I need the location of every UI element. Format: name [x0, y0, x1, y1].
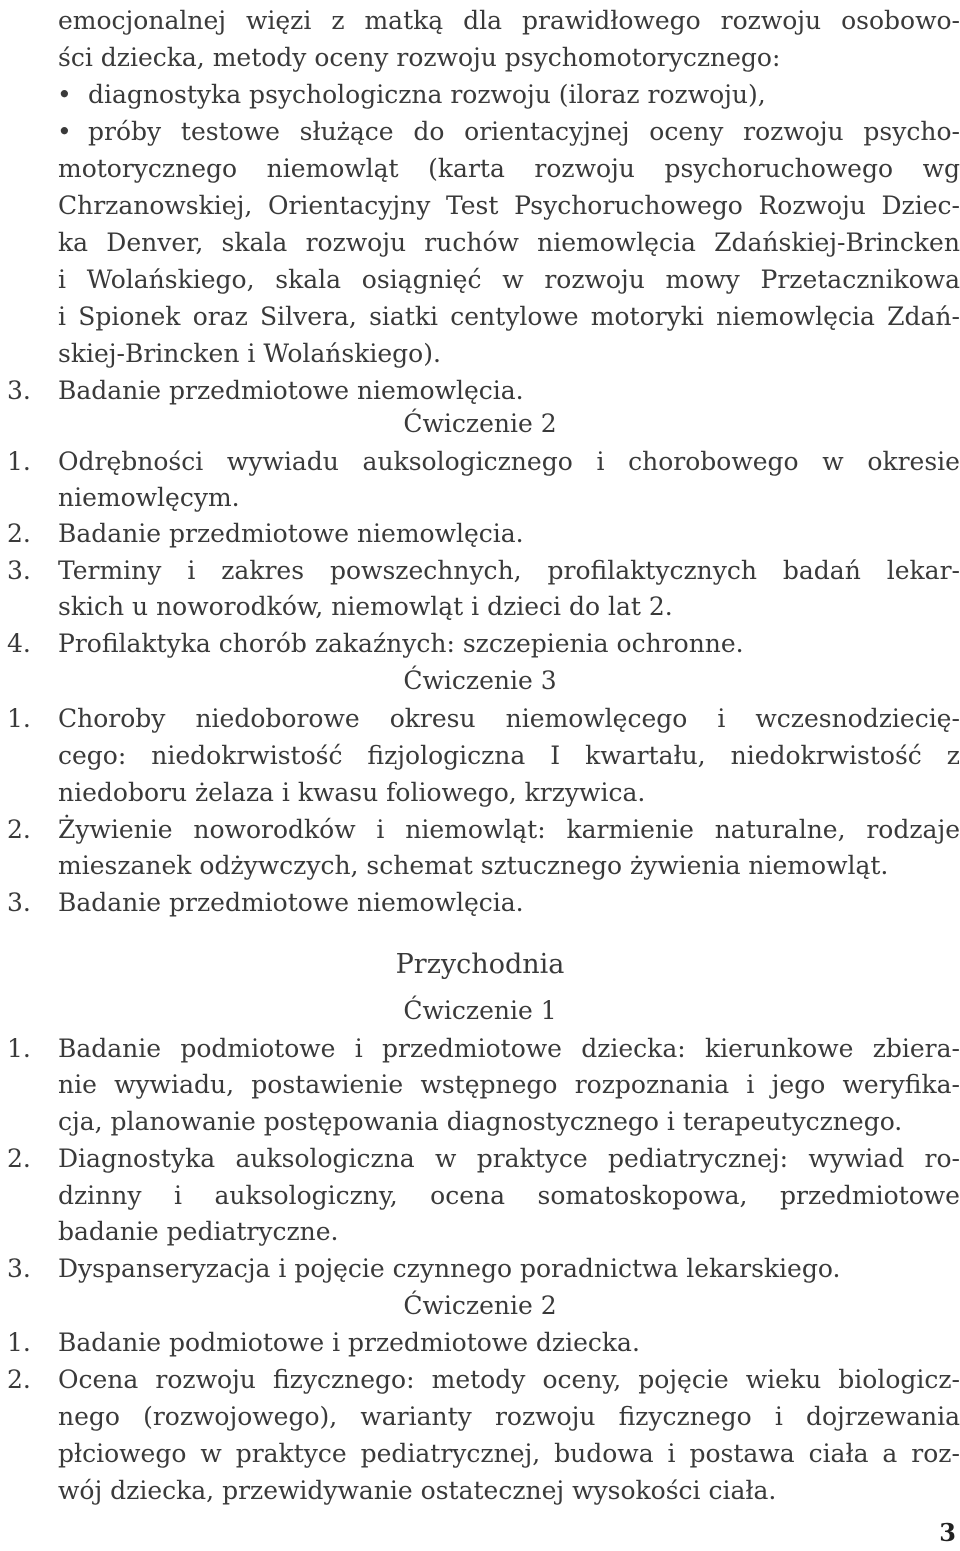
list-item-line: Dyspanseryzacja i pojęcie czynnego poradnictwa lekarskiego. [58, 1254, 841, 1283]
item-number: 1. [7, 704, 31, 733]
word: wywiad [808, 1144, 905, 1173]
list-item-line: Badanie podmiotowe i przedmiotowe dziecka. [58, 1328, 640, 1357]
word: pojęcie [638, 1365, 729, 1394]
word: i [667, 1439, 676, 1468]
word: Dziec- [881, 191, 960, 220]
word: w [822, 447, 844, 476]
word: a [882, 1439, 898, 1468]
word: rozwoju [494, 1402, 596, 1431]
word: ro- [924, 1144, 960, 1173]
word: prawidłowego [522, 6, 701, 35]
item-number: 1. [7, 447, 31, 476]
list-item-line [58, 700, 960, 737]
word: Silvera, [260, 302, 357, 331]
section-title: Ćwiczenie 3 [403, 666, 557, 695]
list-item-line: cja, planowanie postępowania diagnostycznego i terapeutycznego. [58, 1107, 903, 1136]
word: niemowlęcego [505, 704, 688, 733]
list-item-line [58, 1066, 960, 1103]
word: Diagnostyka [58, 1144, 216, 1173]
bullet-item-line [58, 298, 960, 335]
word: (rozwojowego), [143, 1402, 338, 1431]
word: cego: [58, 741, 127, 770]
list-item-line: Profilaktyka chorób zakaźnych: szczepienia ochronne. [58, 629, 744, 658]
word: naturalne, [714, 815, 846, 844]
list-item-line: niemowlęcym. [58, 483, 240, 512]
word: pediatrycznej: [608, 1144, 789, 1173]
word: niemowląt [266, 154, 399, 183]
item-number: 1. [7, 1034, 31, 1063]
list-item-line: Badanie przedmiotowe niemowlęcia. [58, 519, 524, 548]
word: oceny [649, 117, 724, 146]
word: dzinny [58, 1181, 142, 1210]
word: i [354, 1034, 363, 1063]
text-line: ści dziecka, metody oceny rozwoju psychomotorycznego: [58, 43, 781, 72]
item-number: 3. [7, 1254, 31, 1283]
word: niemowlęcia [716, 302, 875, 331]
word: niemowlęcia [537, 228, 696, 257]
word: rozwoju [743, 117, 844, 146]
word: Psychoruchowego [514, 191, 743, 220]
word: testowe [180, 117, 280, 146]
word: i [376, 815, 385, 844]
word: Ocena [58, 1365, 139, 1394]
word: fizycznego [618, 1402, 752, 1431]
page-number: 3 [939, 1518, 956, 1547]
item-number: 3. [7, 556, 31, 585]
word: psycho- [863, 117, 960, 146]
item-number: 1. [7, 1328, 31, 1357]
word: okresie [867, 447, 960, 476]
list-item-line [58, 1030, 960, 1067]
word: auksologicznego [362, 447, 573, 476]
item-number: 3. [7, 888, 31, 917]
word: weryfika- [842, 1070, 960, 1099]
bullet-item-line: skiej-Brincken i Wolańskiego). [58, 339, 441, 368]
item-number: 4. [7, 629, 31, 658]
word: profilaktycznych [547, 556, 757, 585]
word: Spionek [78, 302, 181, 331]
word: podmiotowe [180, 1034, 336, 1063]
item-number: 2. [7, 519, 31, 548]
word: dziecka: [581, 1034, 686, 1063]
list-item-line: niedoboru żelaza i kwasu foliowego, krzywica. [58, 778, 646, 807]
word: roz- [911, 1439, 960, 1468]
word: Rozwoju [758, 191, 866, 220]
list-item-line [58, 1140, 960, 1177]
word: powszechnych, [329, 556, 522, 585]
list-item-line: skich u noworodków, niemowląt i dzieci do lat 2. [58, 592, 673, 621]
text-line [58, 2, 960, 39]
word: jego [771, 1070, 826, 1099]
list-item-line [58, 1398, 960, 1435]
word: dojrzewania [805, 1402, 960, 1431]
word: rozwoju [720, 6, 822, 35]
word: badań [782, 556, 861, 585]
bullet-icon: • [57, 117, 72, 146]
word: i [774, 1402, 783, 1431]
word: matką [364, 6, 444, 35]
word: rodzaje [866, 815, 960, 844]
word: dla [463, 6, 503, 35]
word: i [596, 447, 605, 476]
word: z [331, 6, 345, 35]
word: warianty [360, 1402, 472, 1431]
word: i [174, 1181, 183, 1210]
word: fizycznego: [272, 1365, 415, 1394]
list-item-line: Badanie przedmiotowe niemowlęcia. [58, 888, 524, 917]
word: do [413, 117, 445, 146]
word: kwartału, [585, 741, 706, 770]
word: Przetacznikowa [760, 265, 960, 294]
word: siatki [369, 302, 439, 331]
item-number: 2. [7, 815, 31, 844]
word: auksologiczny, [214, 1181, 398, 1210]
word: rozwoju [534, 154, 635, 183]
word: lekar- [886, 556, 960, 585]
word: ka [58, 228, 89, 257]
word: Test [446, 191, 499, 220]
word: ocena [430, 1181, 506, 1210]
word: wg [922, 154, 960, 183]
bullet-item-line [58, 150, 960, 187]
word: wczesnodziecię- [755, 704, 960, 733]
word: Badanie [58, 1034, 162, 1063]
word: Wolańskiego, [86, 265, 255, 294]
word: osiągnięć [361, 265, 482, 294]
word: somatoskopowa, [537, 1181, 748, 1210]
word: niedokrwistość [730, 741, 922, 770]
word: oceny, [542, 1365, 622, 1394]
word: rozwoju [305, 228, 407, 257]
word: psychoruchowego [664, 154, 894, 183]
list-item-line [58, 811, 960, 848]
word: nego [58, 1402, 120, 1431]
item-number: 2. [7, 1144, 31, 1173]
word: budowa [554, 1439, 654, 1468]
list-item-line: Badanie przedmiotowe niemowlęcia. [58, 376, 524, 405]
section-heading: Przychodnia [395, 949, 565, 980]
list-item-line: badanie pediatryczne. [58, 1217, 339, 1246]
word: (karta [428, 154, 505, 183]
word: zakres [221, 556, 305, 585]
word: w [502, 265, 524, 294]
item-number: 2. [7, 1365, 31, 1394]
section-title: Ćwiczenie 1 [403, 996, 557, 1025]
word: postawa [689, 1439, 795, 1468]
word: więzi [245, 6, 312, 35]
word: Zdań- [887, 302, 960, 331]
bullet-icon: • [57, 80, 72, 109]
list-item-line [58, 737, 960, 774]
word: noworodków [193, 815, 356, 844]
word: kierunkowe [704, 1034, 854, 1063]
word: wywiadu [226, 447, 339, 476]
word: Choroby [58, 704, 166, 733]
word: rozwoju [544, 265, 645, 294]
list-item-line: mieszanek odżywczych, schemat sztucznego żywienia niemowląt. [58, 851, 889, 880]
word: praktyce [476, 1144, 588, 1173]
word: przedmiotowe [381, 1034, 562, 1063]
word: Żywienie [58, 815, 173, 844]
word: niemowląt: [405, 815, 546, 844]
word: Odrębności [58, 447, 204, 476]
word: i [58, 265, 66, 294]
word: pediatrycznej, [360, 1439, 541, 1468]
word: chorobowego [628, 447, 799, 476]
list-item-line [58, 1361, 960, 1398]
list-item-line: wój dziecka, przewidywanie ostatecznej wysokości ciała. [58, 1476, 777, 1505]
word: z [946, 741, 960, 770]
word: próby [88, 117, 162, 146]
word: w [200, 1439, 222, 1468]
word: i [746, 1070, 755, 1099]
word: centylowe [450, 302, 579, 331]
list-item-line [58, 1435, 960, 1472]
list-item-line [58, 1177, 960, 1214]
bullet-item-line [88, 113, 960, 150]
word: ciała [808, 1439, 869, 1468]
word: płciowego [58, 1439, 187, 1468]
word: karmienie [566, 815, 694, 844]
bullet-item-line [58, 261, 960, 298]
word: I [550, 741, 561, 770]
word: Terminy [58, 556, 162, 585]
word: postawienie [251, 1070, 404, 1099]
word: wstępnego [420, 1070, 558, 1099]
word: Chrzanowskiej, [58, 191, 253, 220]
word: i [717, 704, 726, 733]
section-title: Ćwiczenie 2 [403, 1291, 557, 1320]
word: skala [275, 265, 342, 294]
word: biologicz- [838, 1365, 960, 1394]
word: rozwoju [155, 1365, 256, 1394]
word: orientacyjnej [464, 117, 630, 146]
word: wywiadu, [114, 1070, 235, 1099]
word: Denver, [106, 228, 204, 257]
word: metody [431, 1365, 526, 1394]
word: osobowo- [841, 6, 960, 35]
word: auksologiczna [235, 1144, 415, 1173]
list-item-line [58, 552, 960, 589]
word: wieku [745, 1365, 822, 1394]
word: i [58, 302, 66, 331]
bullet-item-line [58, 187, 960, 224]
word: fizjologiczna [367, 741, 526, 770]
word: niedokrwistość [151, 741, 343, 770]
word: rozpoznania [574, 1070, 730, 1099]
word: ruchów [424, 228, 519, 257]
bullet-item-line [58, 224, 960, 261]
word: zbiera- [872, 1034, 960, 1063]
word: służące [299, 117, 394, 146]
word: emocjonalnej [58, 6, 227, 35]
word: motoryki [590, 302, 704, 331]
word: okresu [389, 704, 476, 733]
word: w [435, 1144, 457, 1173]
word: i [187, 556, 196, 585]
section-title: Ćwiczenie 2 [403, 409, 557, 438]
word: przedmiotowe [779, 1181, 960, 1210]
word: Zdańskiej-Brincken [714, 228, 960, 257]
word: oraz [192, 302, 248, 331]
word: Orientacyjny [267, 191, 431, 220]
word: motorycznego [58, 154, 238, 183]
item-number: 3. [7, 376, 31, 405]
word: nie [58, 1070, 97, 1099]
bullet-item-line: diagnostyka psychologiczna rozwoju (iloraz rozwoju), [88, 80, 766, 109]
word: mowy [665, 265, 740, 294]
word: skala [221, 228, 288, 257]
word: niedoborowe [195, 704, 360, 733]
list-item-line [58, 443, 960, 480]
word: praktyce [235, 1439, 347, 1468]
